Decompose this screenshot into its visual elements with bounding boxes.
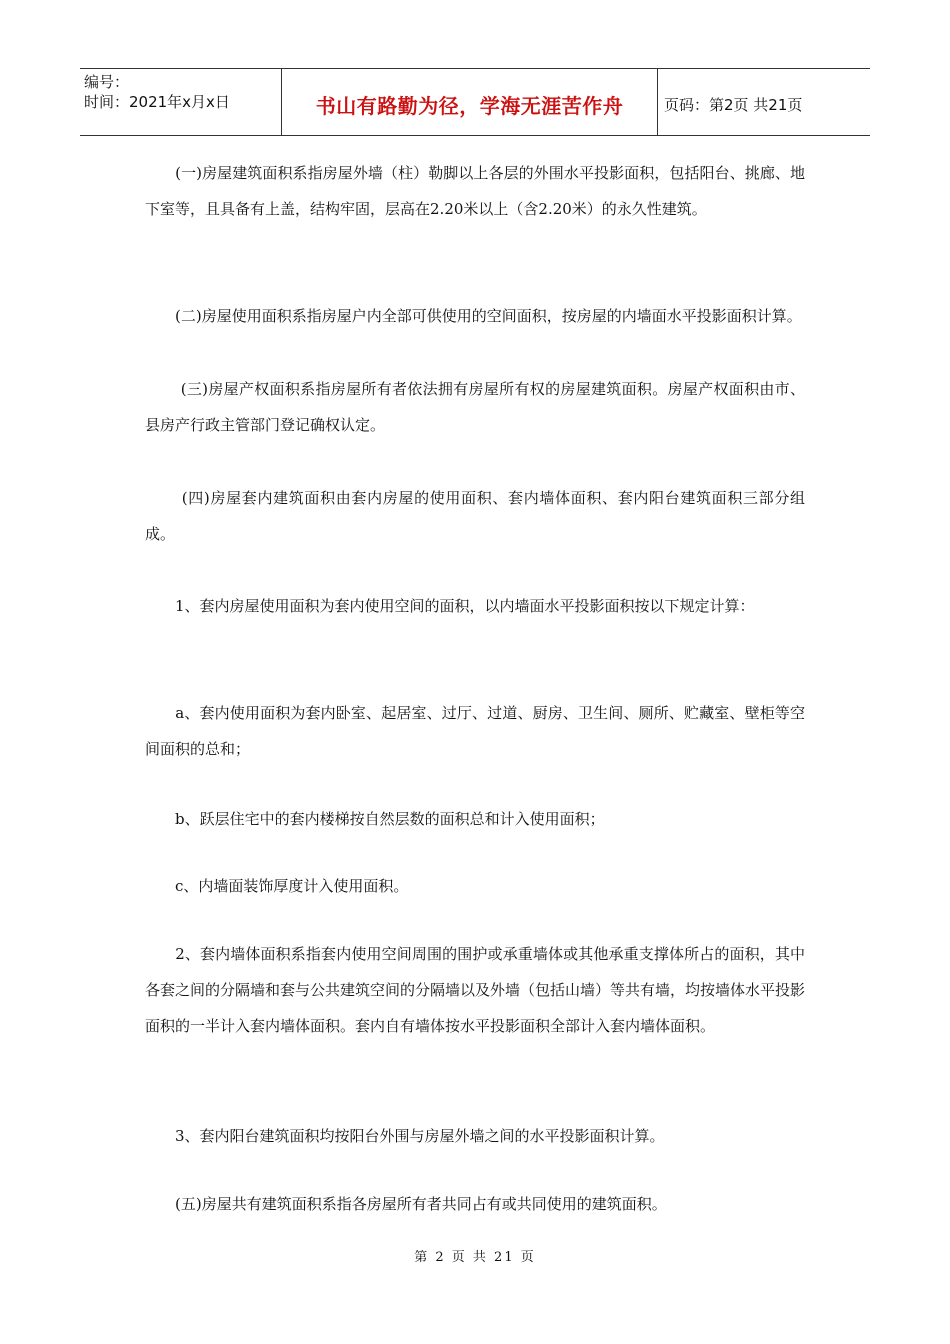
page-header xyxy=(80,68,870,136)
paragraph-usable-area: (二)房屋使用面积系指房屋户内全部可供使用的空间面积，按房屋的内墙面水平投影面积计算。 xyxy=(145,307,802,325)
paragraph-item-c: c、内墙面装饰厚度计入使用面积。 xyxy=(145,877,409,895)
paragraph-item-3: 3、套内阳台建筑面积均按阳台外围与房屋外墙之间的水平投影面积计算。 xyxy=(145,1127,665,1145)
paragraph-shared-area: (五)房屋共有建筑面积系指各房屋所有者共同占有或共同使用的建筑面积。 xyxy=(145,1195,667,1213)
paragraph-item-b: b、跃层住宅中的套内楼梯按自然层数的面积总和计入使用面积； xyxy=(145,810,605,828)
paragraph-item-2: 2、套内墙体面积系指套内使用空间周围的围护或承重墙体或其他承重支撑体所占的面积，其中各套之间的分隔墙和套与公共建筑空间的分隔墙以及外墙（包括山墙）等共有墙，均按墙体水平投影面积的一半计入套内墙体面积。套内自有墙体按水平投影面积全部计入套内墙体面积。 xyxy=(145,945,806,1035)
document-time-label: 时间：2021年x月x日 xyxy=(84,93,230,111)
paragraph-property-area: (三)房屋产权面积系指房屋所有者依法拥有房屋所有权的房屋建筑面积。房屋产权面积由市、县房产行政主管部门登记确权认定。 xyxy=(145,380,805,434)
paragraph-unit-area: (四)房屋套内建筑面积由套内房屋的使用面积、套内墙体面积、套内阳台建筑面积三部分组成。 xyxy=(145,489,805,543)
paragraph-building-area: (一)房屋建筑面积系指房屋外墙（柱）勒脚以上各层的外围水平投影面积，包括阳台、挑廊、地下室等，且具备有上盖，结构牢固，层高在2.20米以上（含2.20米）的永久性建筑。 xyxy=(145,164,805,218)
paragraph-item-1: 1、套内房屋使用面积为套内使用空间的面积，以内墙面水平投影面积按以下规定计算： xyxy=(145,597,755,615)
page-footer: 第 2 页 共 21 页 xyxy=(414,1250,536,1265)
header-page-info: 页码：第2页 共21页 xyxy=(664,95,803,114)
paragraph-item-a: a、套内使用面积为套内卧室、起居室、过厅、过道、厨房、卫生间、厕所、贮藏室、壁柜等空间面积的总和； xyxy=(145,704,805,758)
header-meta xyxy=(80,69,282,135)
header-motto: 书山有路勤为径，学海无涯苦作舟 xyxy=(282,69,658,135)
document-number-label: 编号： xyxy=(84,73,130,91)
